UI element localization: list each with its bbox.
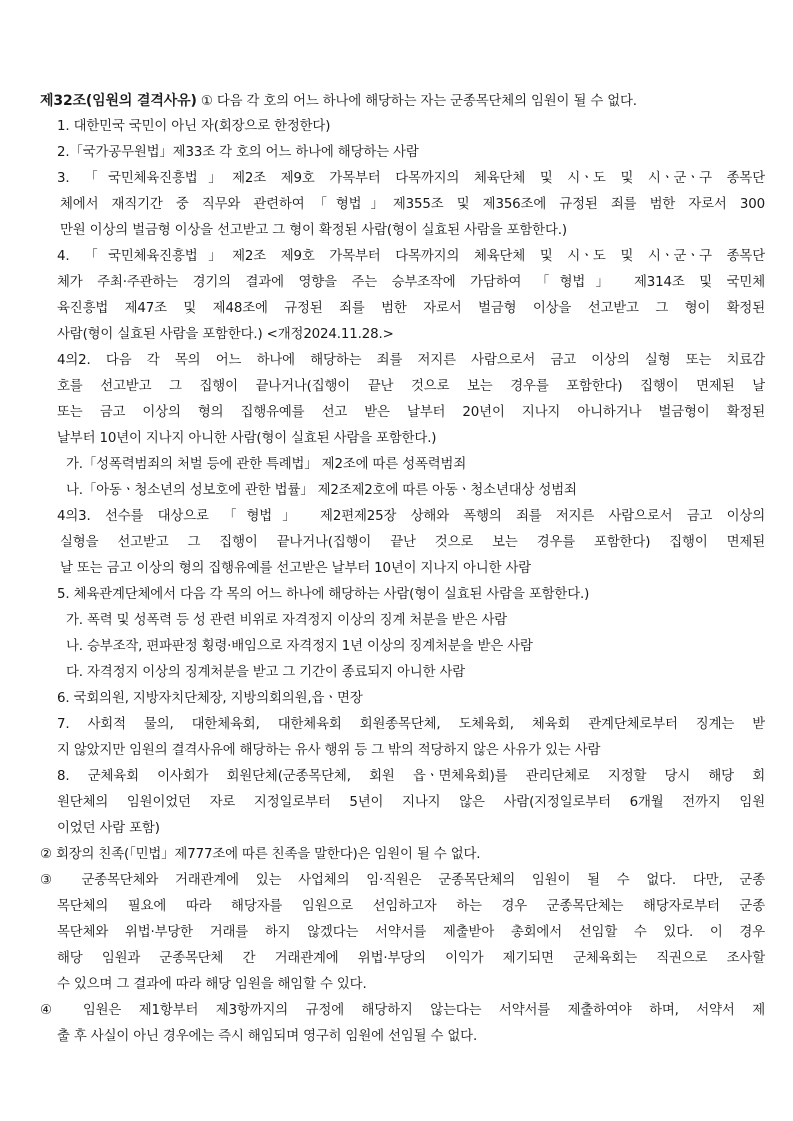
clause-8-line-2: 원단체의 임원이었던 자로 지정일로부터 5년이 지나지 않은 사람(지정일로부터 6개월 전까지 임원 (57, 795, 765, 810)
clause-4-3-line-1: 4의3. 선수를 대상으로 「형법」 제2편제25장 상해와 폭행의 죄를 저지른 사람으로서 금고 이상의 (57, 509, 765, 524)
clause-4-line-2: 체가 주최·주관하는 경기의 결과에 영향을 주는 승부조작에 가담하여 「형법」 제314조 및 국민체 (57, 275, 765, 290)
paragraph-3-line-1: ③ 군종목단체와 거래관계에 있는 사업체의 임·직원은 군종목단체의 임원이 될 수 없다. 다만, 군종 (40, 873, 765, 888)
clause-3-line-3: 만원 이상의 벌금형 이상을 선고받고 그 형이 확정된 사람(형이 실효된 사람을 포함한다.) (60, 223, 567, 238)
clause-4-2-line-3: 또는 금고 이상의 형의 집행유예를 선고 받은 날부터 20년이 지나지 아니하거나 벌금형이 확정된 (57, 405, 765, 420)
paragraph-4-line-1: ④ 임원은 제1항부터 제3항까지의 규정에 해당하지 않는다는 서약서를 제출하여야 하며, 서약서 제 (40, 1003, 765, 1018)
clause-5-item-ga: 가. 폭력 및 성폭력 등 성 관련 비위로 자격정지 이상의 징계 처분을 받은 사람 (66, 613, 508, 628)
article-header (40, 88, 765, 114)
clause-4-2-item-na: 나.「아동ㆍ청소년의 성보호에 관한 법률」 제2조제2호에 따른 아동ㆍ청소년대상 성범죄 (66, 483, 577, 498)
clause-8-line-1: 8. 군체육회 이사회가 회원단체(군종목단체, 회원 읍ㆍ면체육회)를 관리단체로 지정할 당시 해당 회 (57, 769, 765, 784)
article-title: 제32조(임원의 결격사유) (40, 93, 197, 109)
paragraph-3-line-3: 목단체와 위법·부당한 거래를 하지 않겠다는 서약서를 제출받아 총회에서 선임할 수 있다. 이 경우 (57, 925, 765, 940)
paragraph-2: ② 회장의 친족(「민법」제777조에 따른 친족을 말한다)은 임원이 될 수 없다. (40, 847, 481, 862)
clause-3-line-1: 3. 「국민체육진흥법」제2조 제9호 가목부터 다목까지의 체육단체 및 시ㆍ도 및 시ㆍ군ㆍ구 종목단 (57, 171, 765, 186)
paragraph-3-line-4: 해당 임원과 군종목단체 간 거래관계에 위법·부당의 이익가 제기되면 군체육회는 직권으로 조사할 (57, 951, 765, 966)
paragraph-3-line-2: 목단체의 필요에 따라 해당자를 임원으로 선임하고자 하는 경우 군종목단체는 해당자로부터 군종 (57, 899, 765, 914)
clause-5: 5. 체육관계단체에서 다음 각 목의 어느 하나에 해당하는 사람(형이 실효된 사람을 포함한다.) (57, 587, 590, 602)
clause-2: 2.「국가공무원법」제33조 각 호의 어느 하나에 해당하는 사람 (57, 145, 419, 160)
clause-7-line-2: 지 않았지만 임원의 결격사유에 해당하는 유사 행위 등 그 밖의 적당하지 않은 사유가 있는 사람 (57, 743, 601, 758)
clause-6: 6. 국회의원, 지방자치단체장, 지방의회의원,읍ㆍ면장 (57, 691, 363, 706)
clause-1: 1. 대한민국 국민이 아닌 자(회장으로 한정한다) (57, 119, 331, 134)
clause-4-line-3: 육진흥법 제47조 및 제48조에 규정된 죄를 범한 자로서 벌금형 이상을 선고받고 그 형이 확정된 (57, 301, 765, 316)
clause-8-line-3: 이었던 사람 포함) (57, 821, 160, 836)
clause-4-2-item-ga: 가.「성폭력범죄의 처벌 등에 관한 특례법」 제2조에 따른 성폭력범죄 (66, 457, 467, 472)
clause-4-2-line-4: 날부터 10년이 지나지 아니한 사람(형이 실효된 사람을 포함한다.) (57, 431, 437, 446)
clause-7-line-1: 7. 사회적 물의, 대한체육회, 대한체육회 회원종목단체, 도체육회, 체육회 관계단체로부터 징계는 받 (57, 717, 765, 732)
clause-5-item-na: 나. 승부조작, 편파판정 횡령·배임으로 자격정지 1년 이상의 징계처분을 받은 사람 (66, 639, 533, 654)
clause-4-line-1: 4. 「국민체육진흥법」제2조 제9호 가목부터 다목까지의 체육단체 및 시ㆍ도 및 시ㆍ군ㆍ구 종목단 (57, 249, 765, 264)
paragraph-4-line-2: 출 후 사실이 아닌 경우에는 즉시 해임되며 영구히 임원에 선임될 수 없다. (57, 1029, 478, 1044)
clause-4-line-4: 사람(형이 실효된 사람을 포함한다.) <개정2024.11.28.> (57, 327, 394, 342)
clause-4-2-line-1: 4의2. 다음 각 목의 어느 하나에 해당하는 죄를 저지른 사람으로서 금고 이상의 실형 또는 치료감 (57, 353, 765, 368)
paragraph-3-line-5: 수 있으며 그 결과에 따라 해당 임원을 해임할 수 있다. (57, 977, 367, 992)
clause-4-2-line-2: 호를 선고받고 그 집행이 끝나거나(집행이 끝난 것으로 보는 경우를 포함한다) 집행이 면제된 날 (57, 379, 765, 394)
clause-4-3-line-3: 날 또는 금고 이상의 형의 집행유예를 선고받은 날부터 10년이 지나지 아니한 사람 (60, 561, 532, 576)
clause-4-3-line-2: 실형을 선고받고 그 집행이 끝나거나(집행이 끝난 것으로 보는 경우를 포함한다) 집행이 면제된 (60, 535, 765, 550)
clause-5-item-da: 다. 자격정지 이상의 징계처분을 받고 그 기간이 종료되지 아니한 사람 (66, 665, 466, 680)
clause-3-line-2: 체에서 재직기간 중 직무와 관련하여「형법」제355조 및 제356조에 규정된 죄를 범한 자로서 300 (60, 197, 765, 212)
article-intro: ① 다음 각 호의 어느 하나에 해당하는 자는 군종목단체의 임원이 될 수 없다. (196, 94, 637, 109)
